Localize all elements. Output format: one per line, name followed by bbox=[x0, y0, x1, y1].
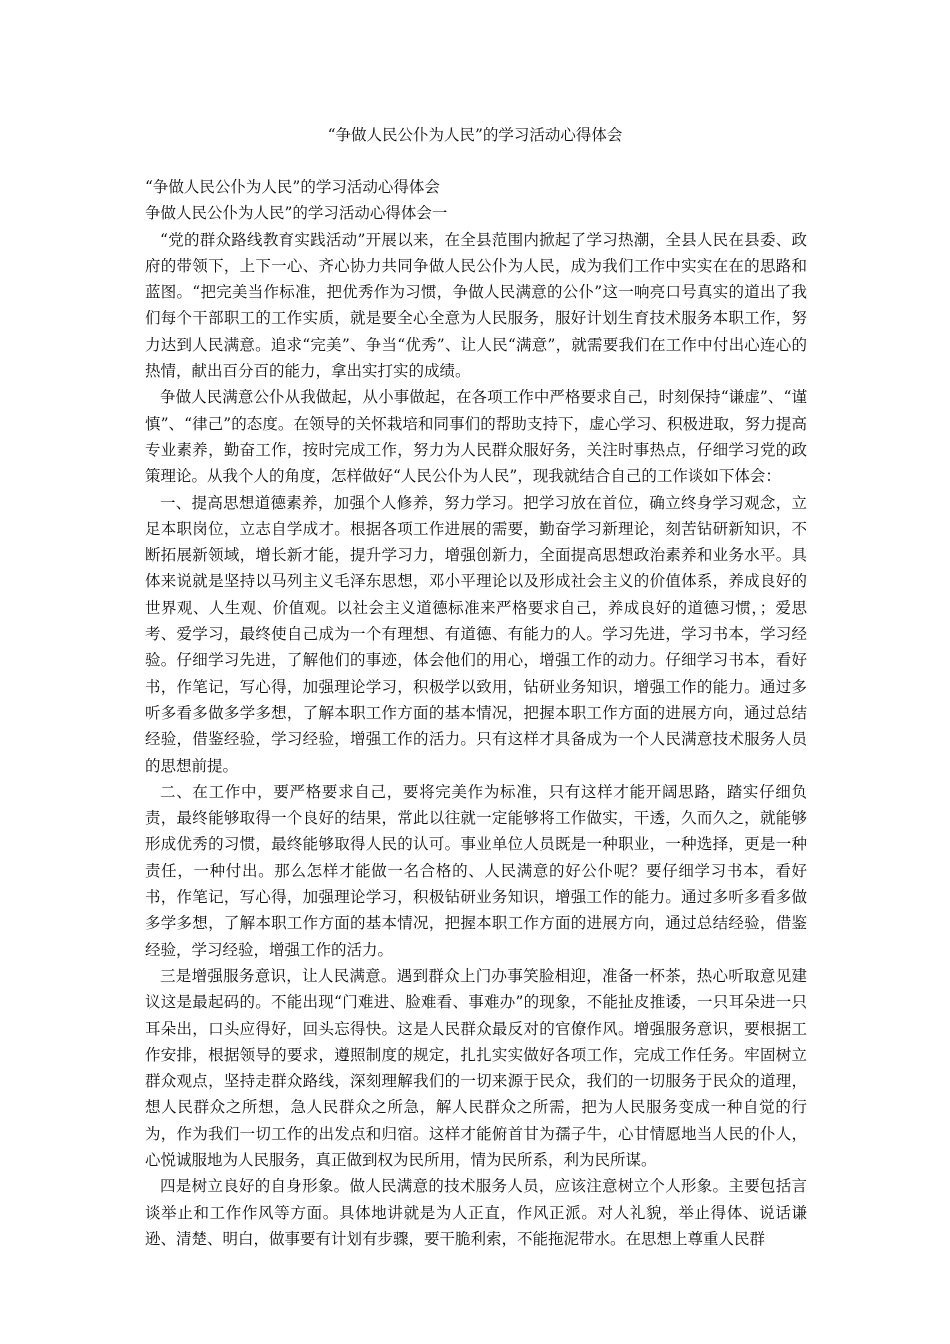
paragraph-point-four: 四是树立良好的自身形象。做人民满意的技术服务人员，应该注意树立个人形象。主要包括言谈举止和工作作风等方面。具体地讲就是为人正直，作风正派。对人礼貌，举止得体、说话谦逊、清楚、明白，做事要有计划有步骤，要干脆利索，不能拖泥带水。在思想上尊重人民群 bbox=[145, 1177, 807, 1248]
paragraph-intro: “党的群众路线教育实践活动”开展以来，在全县范围内掀起了学习热潮，全县人民在县委、政府的带领下，上下一心、齐心协力共同争做人民公仆为人民，成为我们工作中实实在在的思路和蓝图。“把完美当作标准，把优秀作为习惯，争做人民满意的公仆”这一响亮口号真实的道出了我们每个干部职工的工作实质，就是要全心全意为人民服务，服好计划生育技术服务本职工作，努力达到人民满意。追求“完美”、争当“优秀”、让人民“满意”，就需要我们在工作中付出心连心的热情，献出百分百的能力，拿出实打实的成绩。 bbox=[145, 230, 807, 381]
document-title: “争做人民公仆为人民”的学习活动心得体会 bbox=[327, 126, 623, 144]
paragraph-start-from-me: 争做人民满意公仆从我做起，从小事做起，在各项工作中严格要求自己，时刻保持“谦虚”、“谨慎”、“律己”的态度。在领导的关怀栽培和同事们的帮助支持下，虚心学习、积极进取，努力提高专业素养，勤奋工作，按时完成工作，努力为人民群众服好务，关注时事热点，仔细学习党的政策理论。从我个人的角度，怎样做好“人民公仆为人民”，现我就结合自己的工作谈如下体会： bbox=[145, 388, 807, 486]
paragraph-point-two: 二、在工作中，要严格要求自己，要将完美作为标准，只有这样才能开阔思路，踏实仔细负责，最终能够取得一个良好的结果，常此以往就一定能够将工作做实，干透，久而久之，就能够形成优秀的习惯，最终能够取得人民的认可。事业单位人员既是一种职业，一种选择，更是一种责任，一种付出。那么怎样才能做一名合格的、人民满意的好公仆呢？要仔细学习书本，看好书，作笔记，写心得，加强理论学习，积极钻研业务知识，增强工作的能力。通过多听多看多做多学多想，了解本职工作方面的基本情况，把握本职工作方面的进展方向，通过总结经验，借鉴经验，学习经验，增强工作的活力。 bbox=[145, 782, 807, 959]
paragraph-point-one: 一、提高思想道德素养，加强个人修养，努力学习。把学习放在首位，确立终身学习观念，立足本职岗位，立志自学成才。根据各项工作进展的需要，勤奋学习新理论，刻苦钻研新知识，不断拓展新领域，增长新才能，提升学习力，增强创新力，全面提高思想政治素养和业务水平。具体来说就是坚持以马列主义毛泽东思想，邓小平理论以及形成社会主义的价值体系，养成良好的世界观、人生观、价值观。以社会主义道德标准来严格要求自己，养成良好的道德习惯，；爱思考、爱学习，最终使自己成为一个有理想、有道德、有能力的人。学习先进，学习书本，学习经验。仔细学习先进，了解他们的事迹，体会他们的用心，增强工作的动力。仔细学习书本，看好书，作笔记，写心得，加强理论学习，积极学以致用，钻研业务知识，增强工作的能力。通过多听多看多做多学多想，了解本职工作方面的基本情况，把握本职工作方面的进展方向，通过总结经验，借鉴经验，学习经验，增强工作的活力。只有这样才具备成为一个人民满意技术服务人员的思想前提。 bbox=[145, 493, 807, 775]
document-body bbox=[145, 174, 807, 1252]
subtitle-1: “争做人民公仆为人民”的学习活动心得体会 bbox=[145, 178, 440, 196]
paragraph-point-three: 三是增强服务意识，让人民满意。遇到群众上门办事笑脸相迎，准备一杯茶，热心听取意见建议这是最起码的。不能出现“门难进、脸难看、事难办”的现象，不能扯皮推诿，一只耳朵进一只耳朵出，口头应得好，回头忘得快。这是人民群众最反对的官僚作风。增强服务意识，要根据工作安排，根据领导的要求，遵照制度的规定，扎扎实实做好各项工作，完成工作任务。牢固树立群众观点，坚持走群众路线，深刻理解我们的一切来源于民众，我们的一切服务于民众的道理，想人民群众之所想，急人民群众之所急，解人民群众之所需，把为人民服务变成一种自觉的行为，作为我们一切工作的出发点和归宿。这样才能俯首甘为孺子牛，心甘情愿地当人民的仆人，心悦诚服地为人民服务，真正做到权为民所用，情为民所系，利为民所谋。 bbox=[145, 966, 807, 1169]
subtitle-2: 争做人民公仆为人民”的学习活动心得体会一 bbox=[145, 204, 448, 223]
